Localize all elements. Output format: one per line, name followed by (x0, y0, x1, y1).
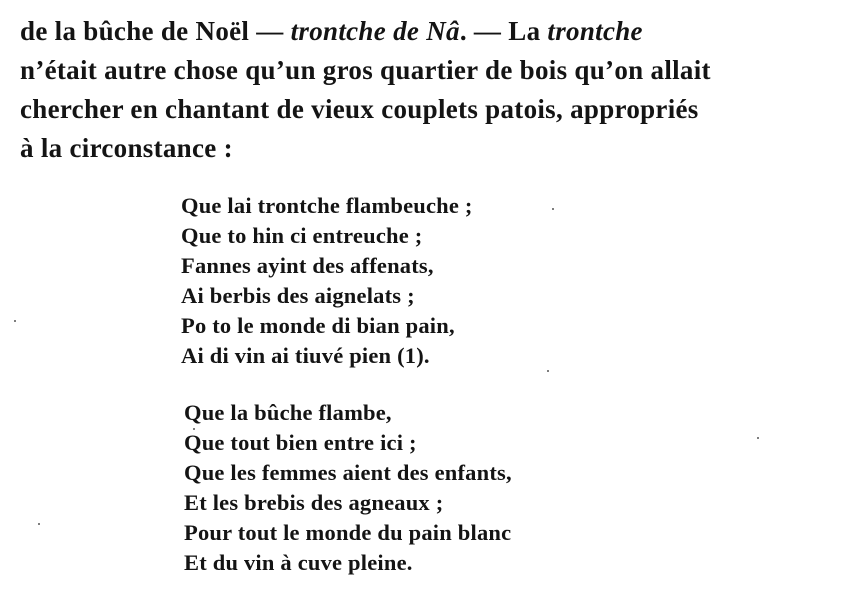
verse-line: Que la bûche flambe, (184, 400, 392, 425)
scan-speck (38, 523, 40, 525)
verse-line: Ai di vin ai tiuvé pien (1). (181, 343, 430, 368)
verse-line: Fannes ayint des affenats, (181, 253, 434, 278)
verse-line: Ai berbis des aignelats ; (181, 283, 415, 308)
scan-speck (757, 437, 759, 439)
verse-line: Pour tout le monde du pain blanc (184, 520, 512, 545)
prose-paragraph (20, 12, 820, 168)
verse-line: Et les brebis des agneaux ; (184, 490, 444, 515)
prose-line-1 (20, 12, 820, 51)
scan-speck (552, 208, 554, 210)
prose-line-2: n’était autre chose qu’un gros quartier de bois qu’on allait (20, 55, 711, 85)
verse-line: Que lai trontche flambeuche ; (181, 193, 473, 218)
verse-line: Que to hin ci entreuche ; (181, 223, 423, 248)
verse-line: Que tout bien entre ici ; (184, 430, 417, 455)
verse-line: Po to le monde di bian pain, (181, 313, 455, 338)
prose-line-4: à la circonstance : (20, 133, 233, 163)
scan-speck (193, 428, 195, 430)
verse-line: Et du vin à cuve pleine. (184, 550, 413, 575)
french-translation-stanza (184, 398, 512, 578)
prose-text: . — La (459, 16, 548, 46)
scan-speck (547, 370, 549, 372)
prose-line-3: chercher en chantant de vieux couplets patois, appropriés (20, 94, 699, 124)
patois-stanza (181, 191, 473, 371)
italic-term: trontche de Nâ (290, 16, 460, 46)
verse-line: Que les femmes aient des enfants, (184, 460, 512, 485)
scan-speck (14, 320, 16, 322)
prose-text: de la bûche de Noël — (20, 16, 291, 46)
italic-term: trontche (547, 16, 643, 46)
